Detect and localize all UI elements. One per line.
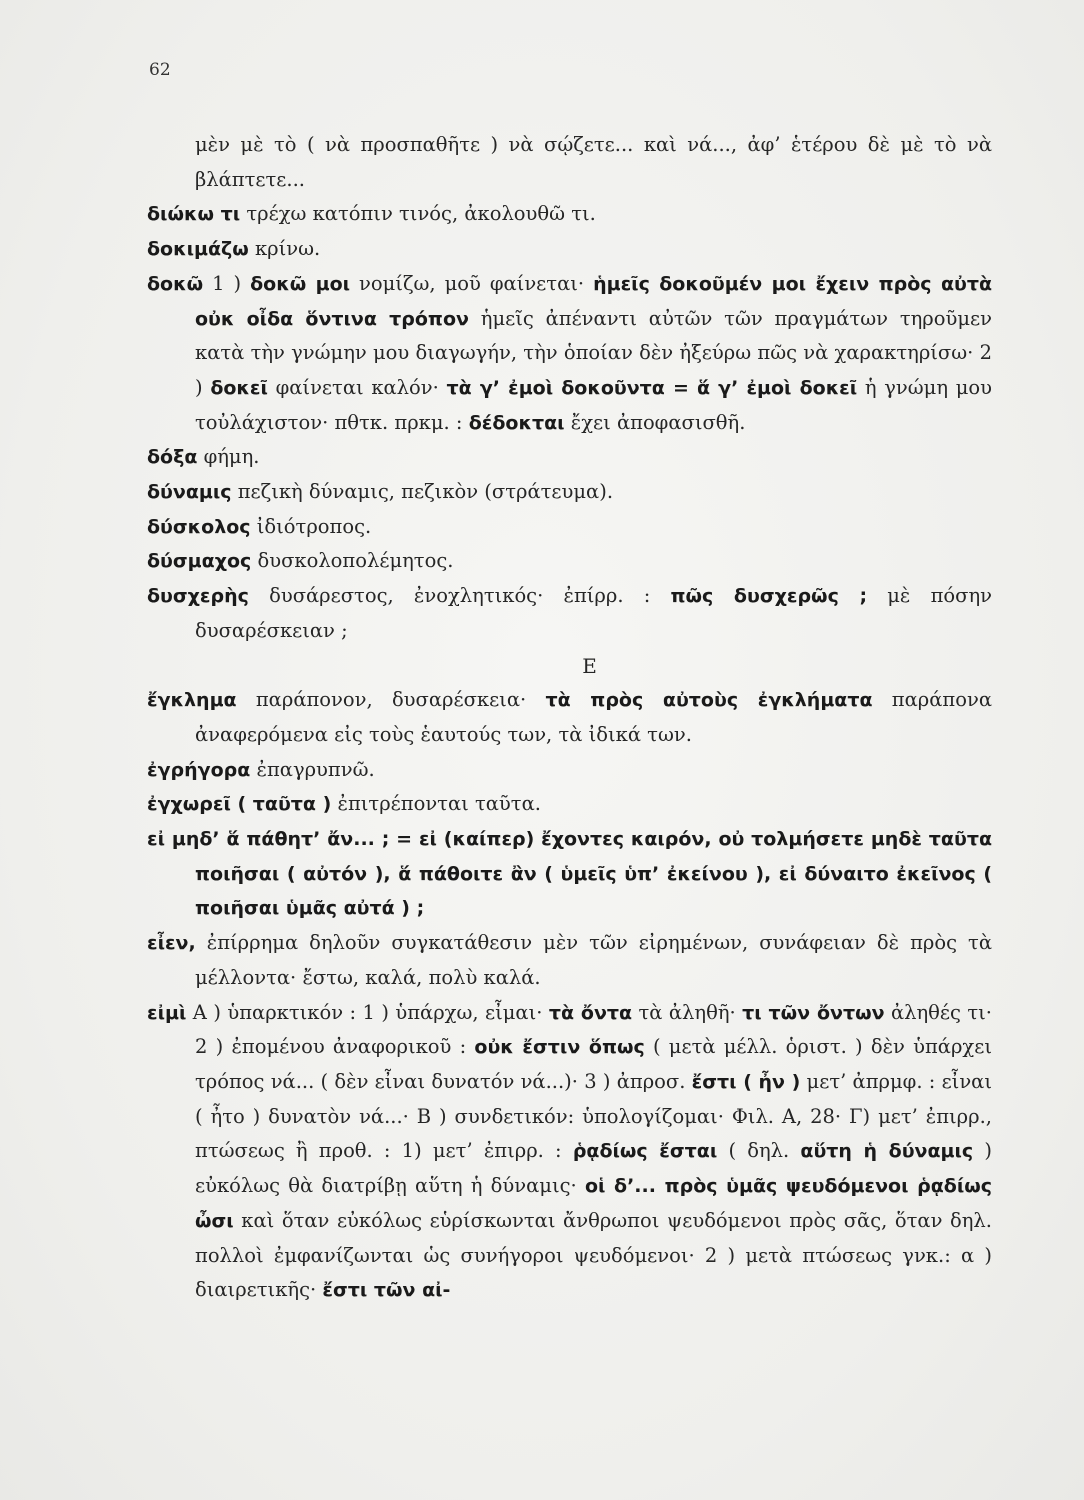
entry-text: ( μετὰ μέλλ. ὁριστ. ) δὲν ὑπάρχει τρόπος νά... ( δὲν εἶναι δυνατόν νά...)· 3 ) ἀπροσ. xyxy=(195,1035,992,1093)
dictionary-entry-eien xyxy=(147,926,992,995)
dictionary-entry-ei_med xyxy=(147,822,992,926)
bold-term: ῥᾳδίως ἔσται xyxy=(572,1140,718,1163)
entry-text: ἡμεῖς ἀπέναντι αὐτῶν τῶν πραγμάτων τηροῦμεν κατὰ τὴν γνώμην μου διαγωγήν, τὴν ὁποίαν δὲν ἠξεύρω πῶς νὰ χαρακτηρίσω· 2 ) xyxy=(195,306,992,399)
entry-text: φήμη. xyxy=(197,445,260,469)
bold-term: δυσχερὴς xyxy=(147,585,249,608)
dictionary-entry-cont xyxy=(147,128,992,197)
bold-term: ἔγκλημα xyxy=(147,689,237,712)
bold-term: οἱ δ’... πρὸς ὑμᾶς ψευδόμενοι ῥᾳδίως ὦσι xyxy=(195,1175,993,1232)
dictionary-entry-dyskolos xyxy=(147,510,992,545)
bold-term: δοκῶ μοι xyxy=(250,272,351,295)
entry-text: ( δηλ. xyxy=(717,1139,801,1163)
entry-text: ἔχει ἀποφασισθῆ. xyxy=(564,410,746,434)
bold-term: οὐκ ἔστιν ὅπως xyxy=(474,1036,645,1059)
bold-term: τὰ γ’ ἐμοὶ δοκοῦντα = ἅ γ’ ἐμοὶ δοκεῖ xyxy=(446,376,858,399)
bold-term: εἶεν, xyxy=(147,932,196,955)
entry-text: ἐπαγρυπνῶ. xyxy=(250,757,375,781)
entry-text: δυσκολοπολέμητος. xyxy=(251,549,454,573)
dictionary-text xyxy=(147,128,992,1308)
bold-term: δοκεῖ xyxy=(210,376,268,399)
dictionary-entry-dokimazo xyxy=(147,232,992,267)
entry-text: ἐπιτρέπονται ταῦτα. xyxy=(331,792,541,816)
bold-term: ἡμεῖς δοκοῦμέν μοι ἔχειν πρὸς αὐτὰ οὐκ οἶδα ὅντινα τρόπον xyxy=(195,272,993,330)
entry-text: νομίζω, μοῦ φαίνεται· xyxy=(350,271,594,295)
entry-text: μὲ πόσην δυσαρέσκειαν ; xyxy=(195,584,992,642)
entry-text: κρίνω. xyxy=(248,237,321,261)
entry-text: ἰδιότροπος. xyxy=(250,514,372,538)
dictionary-entry-dyscheres xyxy=(147,579,992,648)
dictionary-entry-eimi xyxy=(147,996,992,1308)
bold-term: ἔστι τῶν αἰ- xyxy=(322,1279,451,1302)
dictionary-entry-doxa xyxy=(147,440,992,475)
bold-term: ἔστι ( ἦν ) xyxy=(691,1070,801,1093)
bold-term: διώκω τι xyxy=(147,203,241,226)
entry-text: πεζικὴ δύναμις, πεζικὸν (στράτευμα). xyxy=(231,480,614,504)
bold-term: δύσκολος xyxy=(147,515,251,538)
entry-text: Α ) ὑπαρκτικόν : 1 ) ὑπάρχω, εἶμαι· xyxy=(186,1000,549,1024)
entry-text: μετ’ ἀπρμφ. : εἶναι ( ἦτο ) δυνατὸν νά...· Β ) συνδετικόν: ὑπολογίζομαι· Φιλ. Α, 28· Γ) μετ’ ἐπιρρ., πτώσεως ἢ προθ. : 1) μετ’ ἐπιρρ. : xyxy=(195,1069,992,1163)
dictionary-entry-dioko xyxy=(147,197,992,232)
dictionary-entry-enklema xyxy=(147,683,992,752)
entry-text: ἐπίρρημα δηλοῦν συγκατάθεσιν μὲν τῶν εἰρημένων, συνάφειαν δὲ πρὸς τὰ μέλλοντα· ἔστω, καλά, πολὺ καλά. xyxy=(195,931,992,989)
bold-term: ἐγχωρεῖ ( ταῦτα ) xyxy=(147,793,332,816)
entry-text: τρέχω κατόπιν τινός, ἀκολουθῶ τι. xyxy=(240,202,596,226)
entry-text: φαίνεται καλόν· xyxy=(267,375,447,399)
bold-term: τὰ πρὸς αὐτοὺς ἐγκλήματα xyxy=(545,689,873,712)
page-number: 62 xyxy=(149,60,171,80)
bold-term: δοκιμάζω xyxy=(147,238,249,261)
entry-text: μὲν μὲ τὸ ( νὰ προσπαθῆτε ) νὰ σῴζετε... καὶ νά..., ἀφ’ ἑτέρου δὲ μὲ τὸ νὰ βλάπτετε... xyxy=(195,133,992,191)
bold-term: πῶς δυσχερῶς ; xyxy=(670,585,868,608)
bold-term: αὕτη ἡ δύναμις xyxy=(800,1140,974,1163)
entry-text: καὶ ὅταν εὐκόλως εὑρίσκωνται ἄνθρωποι ψευδόμενοι πρὸς σᾶς, ὅταν δηλ. πολλοὶ ἐμφανίζωνται ὡς συνήγοροι ψευδόμενοι· 2 ) μετὰ πτώσεως γνκ.: α ) διαιρετικῆς· xyxy=(195,1208,992,1302)
bold-term: ἐγρήγορα xyxy=(147,758,251,781)
bold-term: δέδοκται xyxy=(468,411,565,434)
bold-term: τὰ ὄντα xyxy=(548,1001,633,1024)
entry-text: ἡ γνώμη μου τοὐλάχιστον· πθτκ. πρκμ. : xyxy=(195,375,992,434)
bold-term: δύναμις xyxy=(147,481,232,504)
bold-term: εἰμὶ xyxy=(147,1001,187,1024)
entry-text: τὰ ἀληθῆ· xyxy=(632,1000,743,1024)
entry-text: δυσάρεστος, ἐνοχλητικός· ἐπίρρ. : xyxy=(248,584,671,608)
dictionary-entry-enchorei xyxy=(147,787,992,822)
dictionary-entry-egregora xyxy=(147,753,992,788)
dictionary-entry-dysmachos xyxy=(147,544,992,579)
entry-text: ) εὐκόλως θὰ διατρίβῃ αὕτη ἡ δύναμις· xyxy=(195,1139,992,1198)
dictionary-entry-dynamis xyxy=(147,475,992,510)
bold-term: εἰ μηδ’ ἅ πάθητ’ ἄν... ; = εἰ (καίπερ) ἔχοντες καιρόν, οὐ τολμήσετε μηδὲ ταῦτα ποιῆσαι ( αὐτόν ), ἅ πάθοιτε ἂν ( ὑμεῖς ὑπ’ ἐκείνου ), εἰ δύναιτο ἐκεῖνος ( ποιῆσαι ὑμᾶς αὐτά ) ; xyxy=(147,828,992,920)
bold-term: τι τῶν ὄντων xyxy=(742,1001,885,1024)
dictionary-entry-doko xyxy=(147,267,992,441)
bold-term: δύσμαχος xyxy=(147,550,252,573)
entry-text: παράπονα ἀναφερόμενα εἰς τοὺς ἑαυτούς των, τὰ ἰδικά των. xyxy=(195,688,992,746)
section-letter: Ε xyxy=(582,653,597,678)
entry-text: ἀληθές τι· 2 ) ἐπομένου ἀναφορικοῦ : xyxy=(195,1000,993,1059)
bold-term: δοκῶ xyxy=(147,272,204,295)
entry-text: 1 ) xyxy=(203,271,251,295)
bold-term: δόξα xyxy=(147,446,198,469)
entry-text: παράπονον, δυσαρέσκεια· xyxy=(236,688,546,712)
